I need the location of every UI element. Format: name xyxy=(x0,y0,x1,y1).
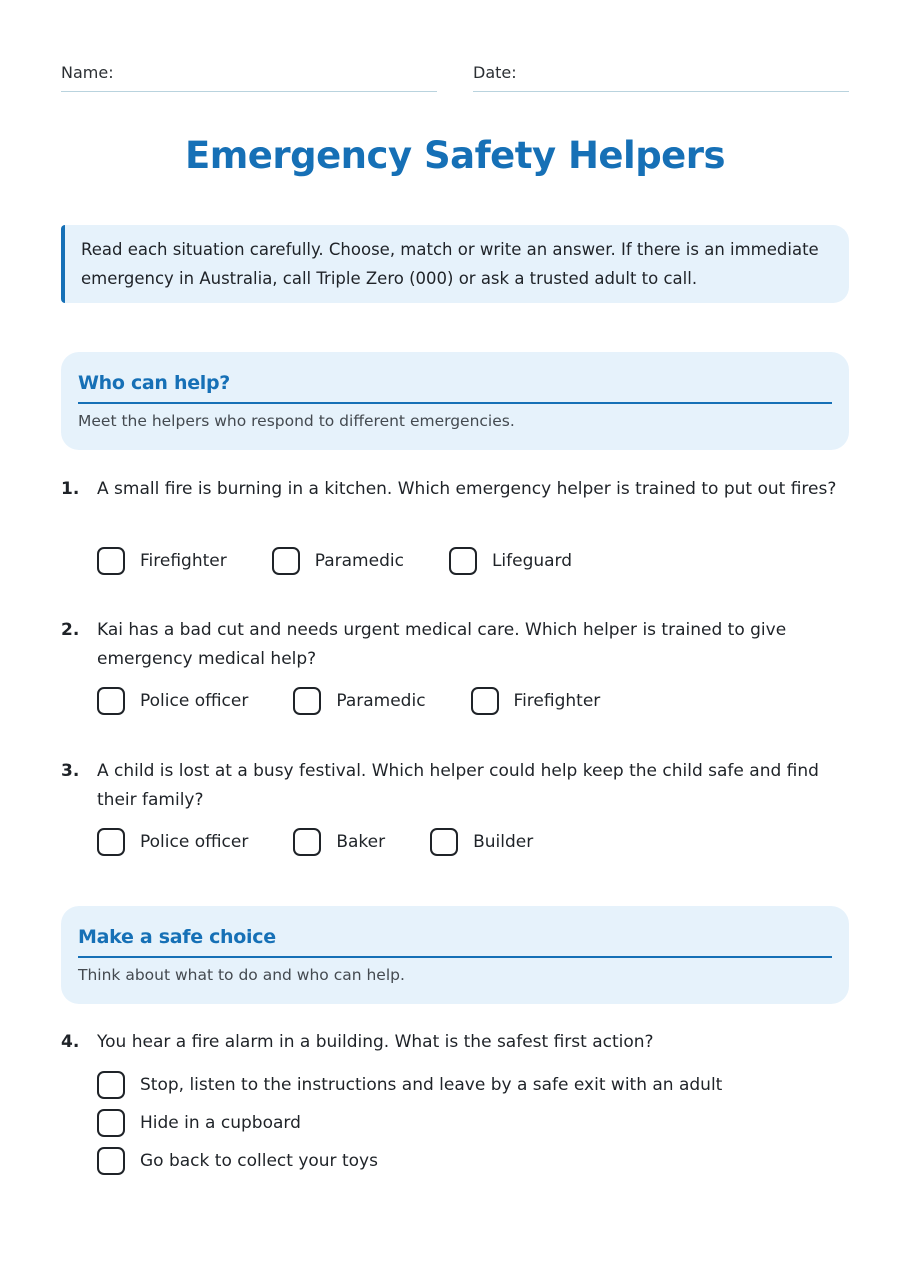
option-paramedic[interactable] xyxy=(272,547,404,575)
question-number: 3. xyxy=(61,761,80,781)
checkbox[interactable] xyxy=(471,687,499,715)
section-make-a-safe-choice xyxy=(61,906,849,1004)
section-title: Who can help? xyxy=(78,368,832,404)
option-label: Paramedic xyxy=(336,691,426,711)
options-list xyxy=(97,1071,722,1185)
checkbox[interactable] xyxy=(97,547,125,575)
section-subtitle: Meet the helpers who respond to different emergencies. xyxy=(78,412,515,430)
section-title: Make a safe choice xyxy=(78,922,832,958)
option-label: Stop, listen to the instructions and leave by a safe exit with an adult xyxy=(140,1075,723,1095)
option-label: Firefighter xyxy=(140,551,227,571)
header-fields xyxy=(61,60,849,94)
question-text: A small fire is burning in a kitchen. Which emergency helper is trained to put out fires? xyxy=(97,479,837,499)
option-label: Go back to collect your toys xyxy=(140,1151,378,1171)
option-firefighter[interactable] xyxy=(97,547,227,575)
option-label: Police officer xyxy=(140,691,249,711)
option-police-officer[interactable] xyxy=(97,687,248,715)
option-hide-in-cupboard[interactable] xyxy=(97,1109,722,1137)
option-lifeguard[interactable] xyxy=(449,547,572,575)
checkbox[interactable] xyxy=(272,547,300,575)
section-subtitle: Think about what to do and who can help. xyxy=(78,966,405,984)
checkbox[interactable] xyxy=(97,687,125,715)
option-leave-safely[interactable] xyxy=(97,1071,722,1099)
option-label: Hide in a cupboard xyxy=(140,1113,301,1133)
name-field[interactable] xyxy=(61,60,437,92)
option-baker[interactable] xyxy=(293,828,385,856)
checkbox[interactable] xyxy=(97,1071,125,1099)
question-number: 1. xyxy=(61,479,80,499)
date-label: Date: xyxy=(473,63,517,82)
options-row xyxy=(97,687,645,715)
checkbox[interactable] xyxy=(293,687,321,715)
option-label: Builder xyxy=(473,832,534,852)
options-row xyxy=(97,828,578,856)
date-field[interactable] xyxy=(473,60,849,92)
name-label: Name: xyxy=(61,63,114,82)
question-number: 4. xyxy=(61,1032,80,1052)
question-text: A child is lost at a busy festival. Which helper could help keep the child safe and find their family? xyxy=(97,761,819,810)
page-title: Emergency Safety Helpers xyxy=(184,134,726,177)
option-label: Baker xyxy=(336,832,386,852)
option-paramedic[interactable] xyxy=(293,687,425,715)
checkbox[interactable] xyxy=(97,1147,125,1175)
checkbox[interactable] xyxy=(449,547,477,575)
checkbox[interactable] xyxy=(97,1109,125,1137)
option-firefighter[interactable] xyxy=(471,687,601,715)
question-text: You hear a fire alarm in a building. What is the safest first action? xyxy=(97,1032,654,1052)
question-number: 2. xyxy=(61,620,80,640)
option-collect-toys[interactable] xyxy=(97,1147,722,1175)
option-label: Paramedic xyxy=(314,551,404,571)
section-who-can-help xyxy=(61,352,849,450)
checkbox[interactable] xyxy=(430,828,458,856)
option-label: Lifeguard xyxy=(491,551,573,571)
option-label: Police officer xyxy=(140,832,249,852)
checkbox[interactable] xyxy=(97,828,125,856)
options-row xyxy=(97,547,617,575)
option-builder[interactable] xyxy=(430,828,533,856)
option-label: Firefighter xyxy=(513,691,601,711)
instructions-box: Read each situation carefully. Choose, match or write an answer. If there is an immediate emergency in Australia, call Triple Zero (000) or ask a trusted adult to call. xyxy=(61,225,849,303)
checkbox[interactable] xyxy=(293,828,321,856)
question-text: Kai has a bad cut and needs urgent medical care. Which helper is trained to give emergency medical help? xyxy=(97,620,787,669)
option-police-officer[interactable] xyxy=(97,828,248,856)
